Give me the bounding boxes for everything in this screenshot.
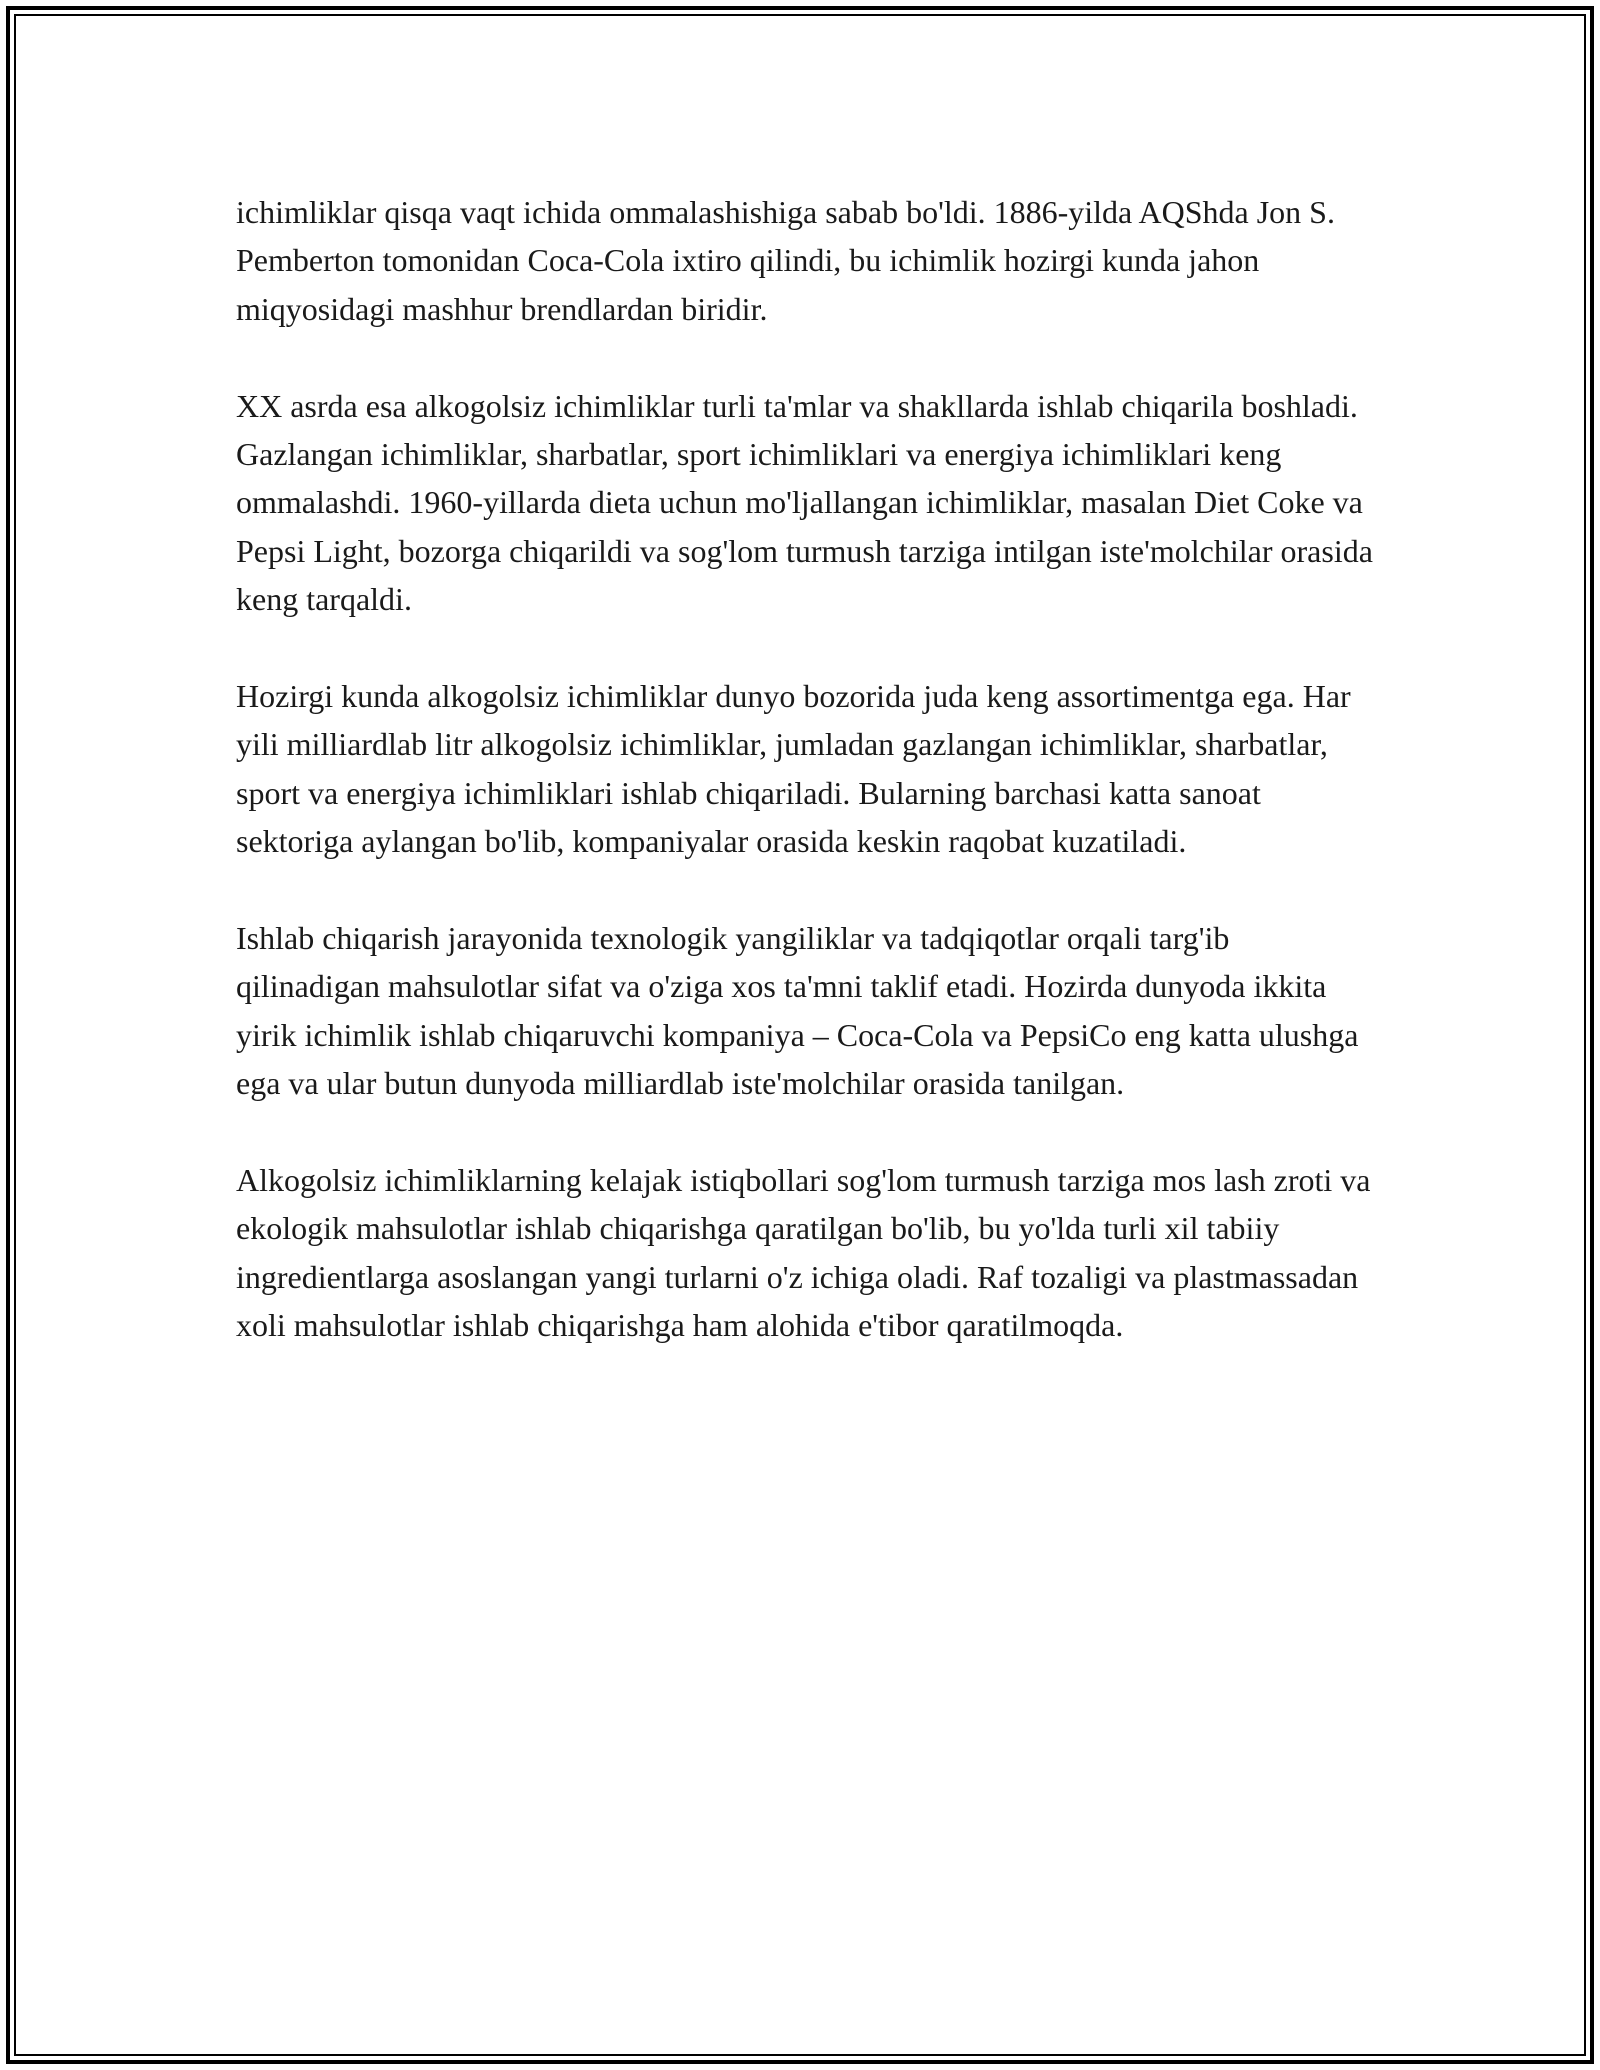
paragraph-3: Hozirgi kunda alkogolsiz ichimliklar dunyo bozorida juda keng assortimentga ega. Har yili milliardlab litr alkogolsiz ichimliklar, jumladan gazlangan ichimliklar, sharbatlar, sport va energiya ichimliklari ishlab chiqariladi. Bularning barchasi katta sanoat sektoriga aylangan bo'lib, kompaniyalar orasida keskin raqobat kuzatiladi. <box>236 678 1351 860</box>
paragraph-2: XX asrda esa alkogolsiz ichimliklar turli ta'mlar va shakllarda ishlab chiqarila boshladi. Gazlangan ichimliklar, sharbatlar, sport ichimliklari va energiya ichimliklari keng ommalashdi. 1960-yillarda dieta uchun mo'ljallangan ichimliklar, masalan Diet Coke va Pepsi Light, bozorga chiqarildi va sog'lom turmush tarziga intilgan iste'molchilar orasida keng tarqaldi. <box>236 387 1373 618</box>
paragraph-4: Ishlab chiqarish jarayonida texnologik yangiliklar va tadqiqotlar orqali targ'ib qilinadigan mahsulotlar sifat va o'ziga xos ta'mni taklif etadi. Hozirda dunyoda ikkita yirik ichimlik ishlab chiqaruvchi kompaniya – Coca-Cola va PepsiCo eng katta ulushga ega va ular butun dunyoda milliardlab iste'molchilar orasida tanilgan. <box>236 920 1359 1102</box>
document-body <box>236 188 1376 1398</box>
paragraph-5: Alkogolsiz ichimliklarning kelajak istiqbollari sog'lom turmush tarziga mos lash zroti va ekologik mahsulotlar ishlab chiqarishga qaratilgan bo'lib, bu yo'lda turli xil tabiiy ingredientlarga asoslangan yangi turlarni o'z ichiga oladi. Raf tozaligi va plastmassadan xoli mahsulotlar ishlab chiqarishga ham alohida e'tibor qaratilmoqda. <box>236 1162 1371 1344</box>
paragraph-1: ichimliklar qisqa vaqt ichida ommalashishiga sabab bo'ldi. 1886-yilda AQShda Jon S. Pemberton tomonidan Coca-Cola ixtiro qilindi, bu ichimlik hozirgi kunda jahon miqyosidagi mashhur brendlardan biridir. <box>236 194 1335 327</box>
